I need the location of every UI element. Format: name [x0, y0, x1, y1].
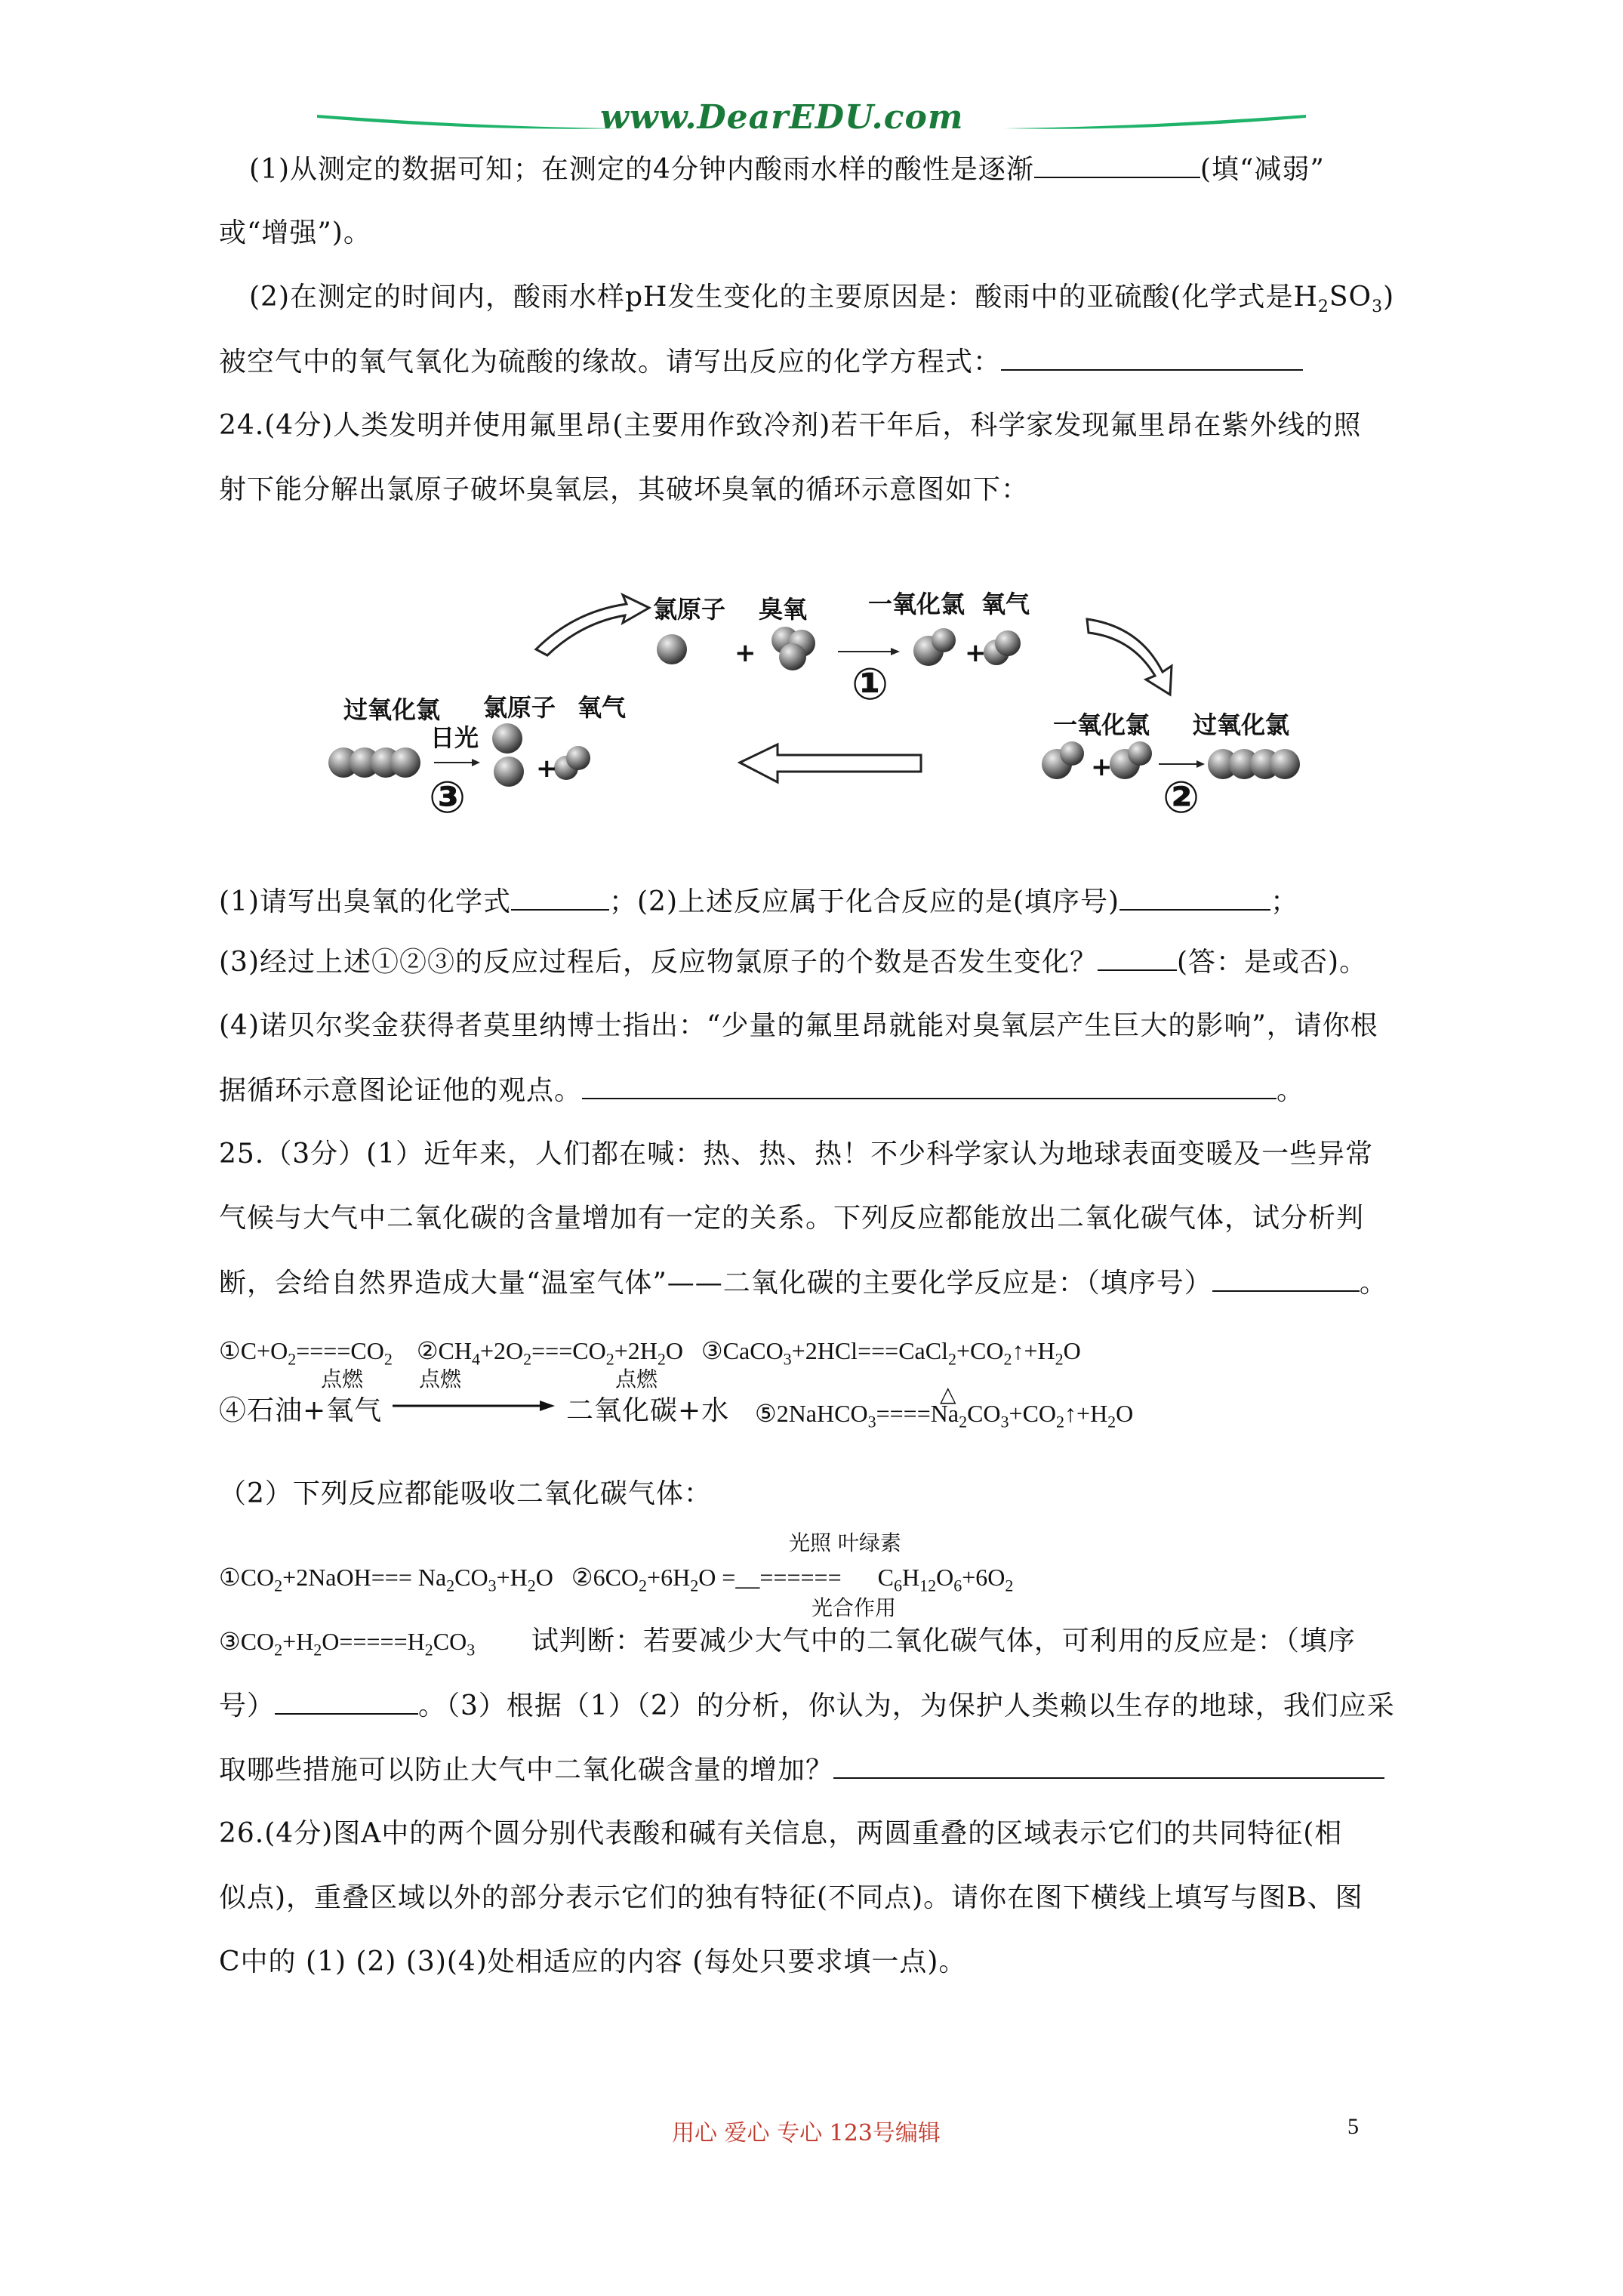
- label-chlorine-peroxide: 过氧化氯: [343, 695, 441, 724]
- q23-part1-line1: (1)从测定的数据可知；在测定的4分钟内酸雨水样的酸性是逐渐 (填“减弱”: [249, 151, 1325, 188]
- condition-light-chlorophyll: 光照 叶绿素: [789, 1530, 901, 1555]
- answer-blank[interactable]: [275, 1687, 418, 1715]
- label-oxygen: 氧气: [981, 590, 1030, 618]
- q24-sub-3: (3)经过上述①②③的反应过程后，反应物氯原子的个数是否发生变化？ (答：是或否)。: [219, 944, 1367, 981]
- label-chlorine-peroxide: 过氧化氯: [1193, 710, 1290, 739]
- label-chlorine-monoxide: 一氧化氯: [1053, 710, 1150, 739]
- label-chlorine-atom: 氯原子: [483, 693, 556, 722]
- page-number: 5: [1347, 2114, 1359, 2139]
- q25-part2-intro: （2）下列反应都能吸收二氧化碳气体：: [219, 1478, 712, 1509]
- reaction-number-2: ②: [1163, 772, 1200, 823]
- q25-line9: 取哪些措施可以防止大气中二氧化碳含量的增加？: [219, 1752, 1384, 1789]
- label-sunlight: 日光: [430, 723, 479, 752]
- reaction-number-3: ③: [429, 772, 467, 823]
- answer-blank[interactable]: [833, 1752, 1384, 1779]
- plus-sign: +: [536, 754, 558, 784]
- plus-sign: +: [735, 638, 756, 668]
- left-arrow-icon: [740, 744, 921, 782]
- q24-sub-4-line2: 据循环示意图论证他的观点。 。: [219, 1072, 1304, 1109]
- header-site-name[interactable]: www.DearEDU.com: [600, 98, 964, 137]
- q23-part2-line2: 被空气中的氧气氧化为硫酸的缘故。请写出反应的化学方程式：: [219, 344, 1303, 381]
- condition-photosynthesis: 光合作用: [812, 1595, 897, 1620]
- q24-sub-1-2: (1)请写出臭氧的化学式 ；(2)上述反应属于化合反应的是(填序号) ；: [219, 883, 1298, 920]
- answer-blank[interactable]: [1001, 344, 1303, 371]
- heat-symbol: △: [940, 1382, 956, 1407]
- condition-ignite-label: 点燃: [321, 1367, 364, 1391]
- curved-arrow-icon: [536, 595, 649, 655]
- q25-line3: 断，会给自然界造成大量“温室气体”——二氧化碳的主要化学反应是：（填序号） 。: [219, 1265, 1387, 1302]
- label-chlorine-monoxide: 一氧化氯: [868, 590, 965, 618]
- label-chlorine-atom: 氯原子: [653, 595, 726, 624]
- curved-arrow-icon: [1087, 619, 1172, 695]
- q25-absorb-row2: $③CO_2+H_2O=====H_2CO_3$ 试判断：若要减少大气中的二氧化碳气体，可利用的反应是：（填序: [219, 1626, 1356, 1660]
- q23-part1-line2: 或“增强”)。: [219, 217, 371, 248]
- q25-line2: 气候与大气中二氧化碳的含量增加有一定的关系。下列反应都能放出二氧化碳气体，试分析判: [219, 1203, 1365, 1234]
- header-banner: [302, 98, 1321, 143]
- answer-blank[interactable]: [1212, 1265, 1360, 1292]
- q25-line1: 25.（3分）(1）近年来，人们都在喊：热、热、热！不少科学家认为地球表面变暖及一些异常: [219, 1139, 1374, 1170]
- condition-ignite-label: 点燃: [615, 1367, 658, 1391]
- q25-eq4-product: 二氧化碳+水: [566, 1395, 730, 1426]
- answer-blank[interactable]: [582, 1072, 1277, 1099]
- q23-part2-line1: (2)在测定的时间内，酸雨水样pH发生变化的主要原因是：酸雨中的亚硫酸(化学式是$H_2SO_3$): [249, 282, 1395, 317]
- q26-line3: C中的 (1) (2) (3)(4)处相适应的内容 (每处只要求填一点)。: [219, 1946, 967, 1977]
- q25-line8: 号） 。（3）根据（1）（2）的分析，你认为，为保护人类赖以生存的地球，我们应采: [219, 1687, 1395, 1724]
- answer-blank[interactable]: [1098, 944, 1177, 971]
- reaction-number-1: ①: [852, 658, 889, 710]
- q26-line1: 26.(4分)图A中的两个圆分别代表酸和碱有关信息，两圆重叠的区域表示它们的共同特征(相: [219, 1818, 1343, 1849]
- q24-intro-line2: 射下能分解出氯原子破坏臭氧层，其破坏臭氧的循环示意图如下：: [219, 474, 1030, 505]
- q24-sub-4-line1: (4)诺贝尔奖金获得者莫里纳博士指出：“少量的氟里昂就能对臭氧层产生巨大的影响”，请你根: [219, 1010, 1378, 1041]
- reaction-arrow-icon: [393, 1398, 559, 1413]
- q26-line2: 似点)，重叠区域以外的部分表示它们的独有特征(不同点)。请你在图下横线上填写与图B、图: [219, 1882, 1363, 1913]
- q25-equations-row1: $①C+O_2====CO_2$ $②CH_4+2O_2===CO_2+2H_2O$ $③CaCO_3+2HCl===CaCl_2+CO_2↑+H_2O$: [219, 1337, 1081, 1369]
- label-oxygen: 氧气: [577, 693, 627, 722]
- ozone-cycle-diagram: [317, 574, 1313, 853]
- answer-blank[interactable]: [1119, 883, 1270, 911]
- label-ozone: 臭氧: [759, 595, 808, 624]
- q25-equations-row2: ④石油+氧气: [219, 1395, 383, 1426]
- condition-ignite-label: 点燃: [419, 1367, 462, 1391]
- plus-sign: +: [965, 638, 987, 668]
- q25-absorb-row1: $①CO_2+2NaOH=== Na_2CO_3+H_2O$ $②6CO_2+6H_2O$ =__====== $C_6H_{12}O_6+6O_2$: [219, 1564, 1014, 1595]
- q24-intro-line1: 24.(4分)人类发明并使用氟里昂(主要用作致冷剂)若干年后，科学家发现氟里昂在紫外线的照: [219, 410, 1362, 441]
- footer-text: 用心 爱心 专心 123号编辑: [672, 2120, 941, 2147]
- answer-blank[interactable]: [511, 883, 609, 911]
- plus-sign: +: [1091, 752, 1113, 782]
- answer-blank[interactable]: [1034, 151, 1200, 178]
- q25-eq5: $⑤2NaHCO_3====Na_2CO_3+CO_2↑+H_2O$: [755, 1400, 1134, 1432]
